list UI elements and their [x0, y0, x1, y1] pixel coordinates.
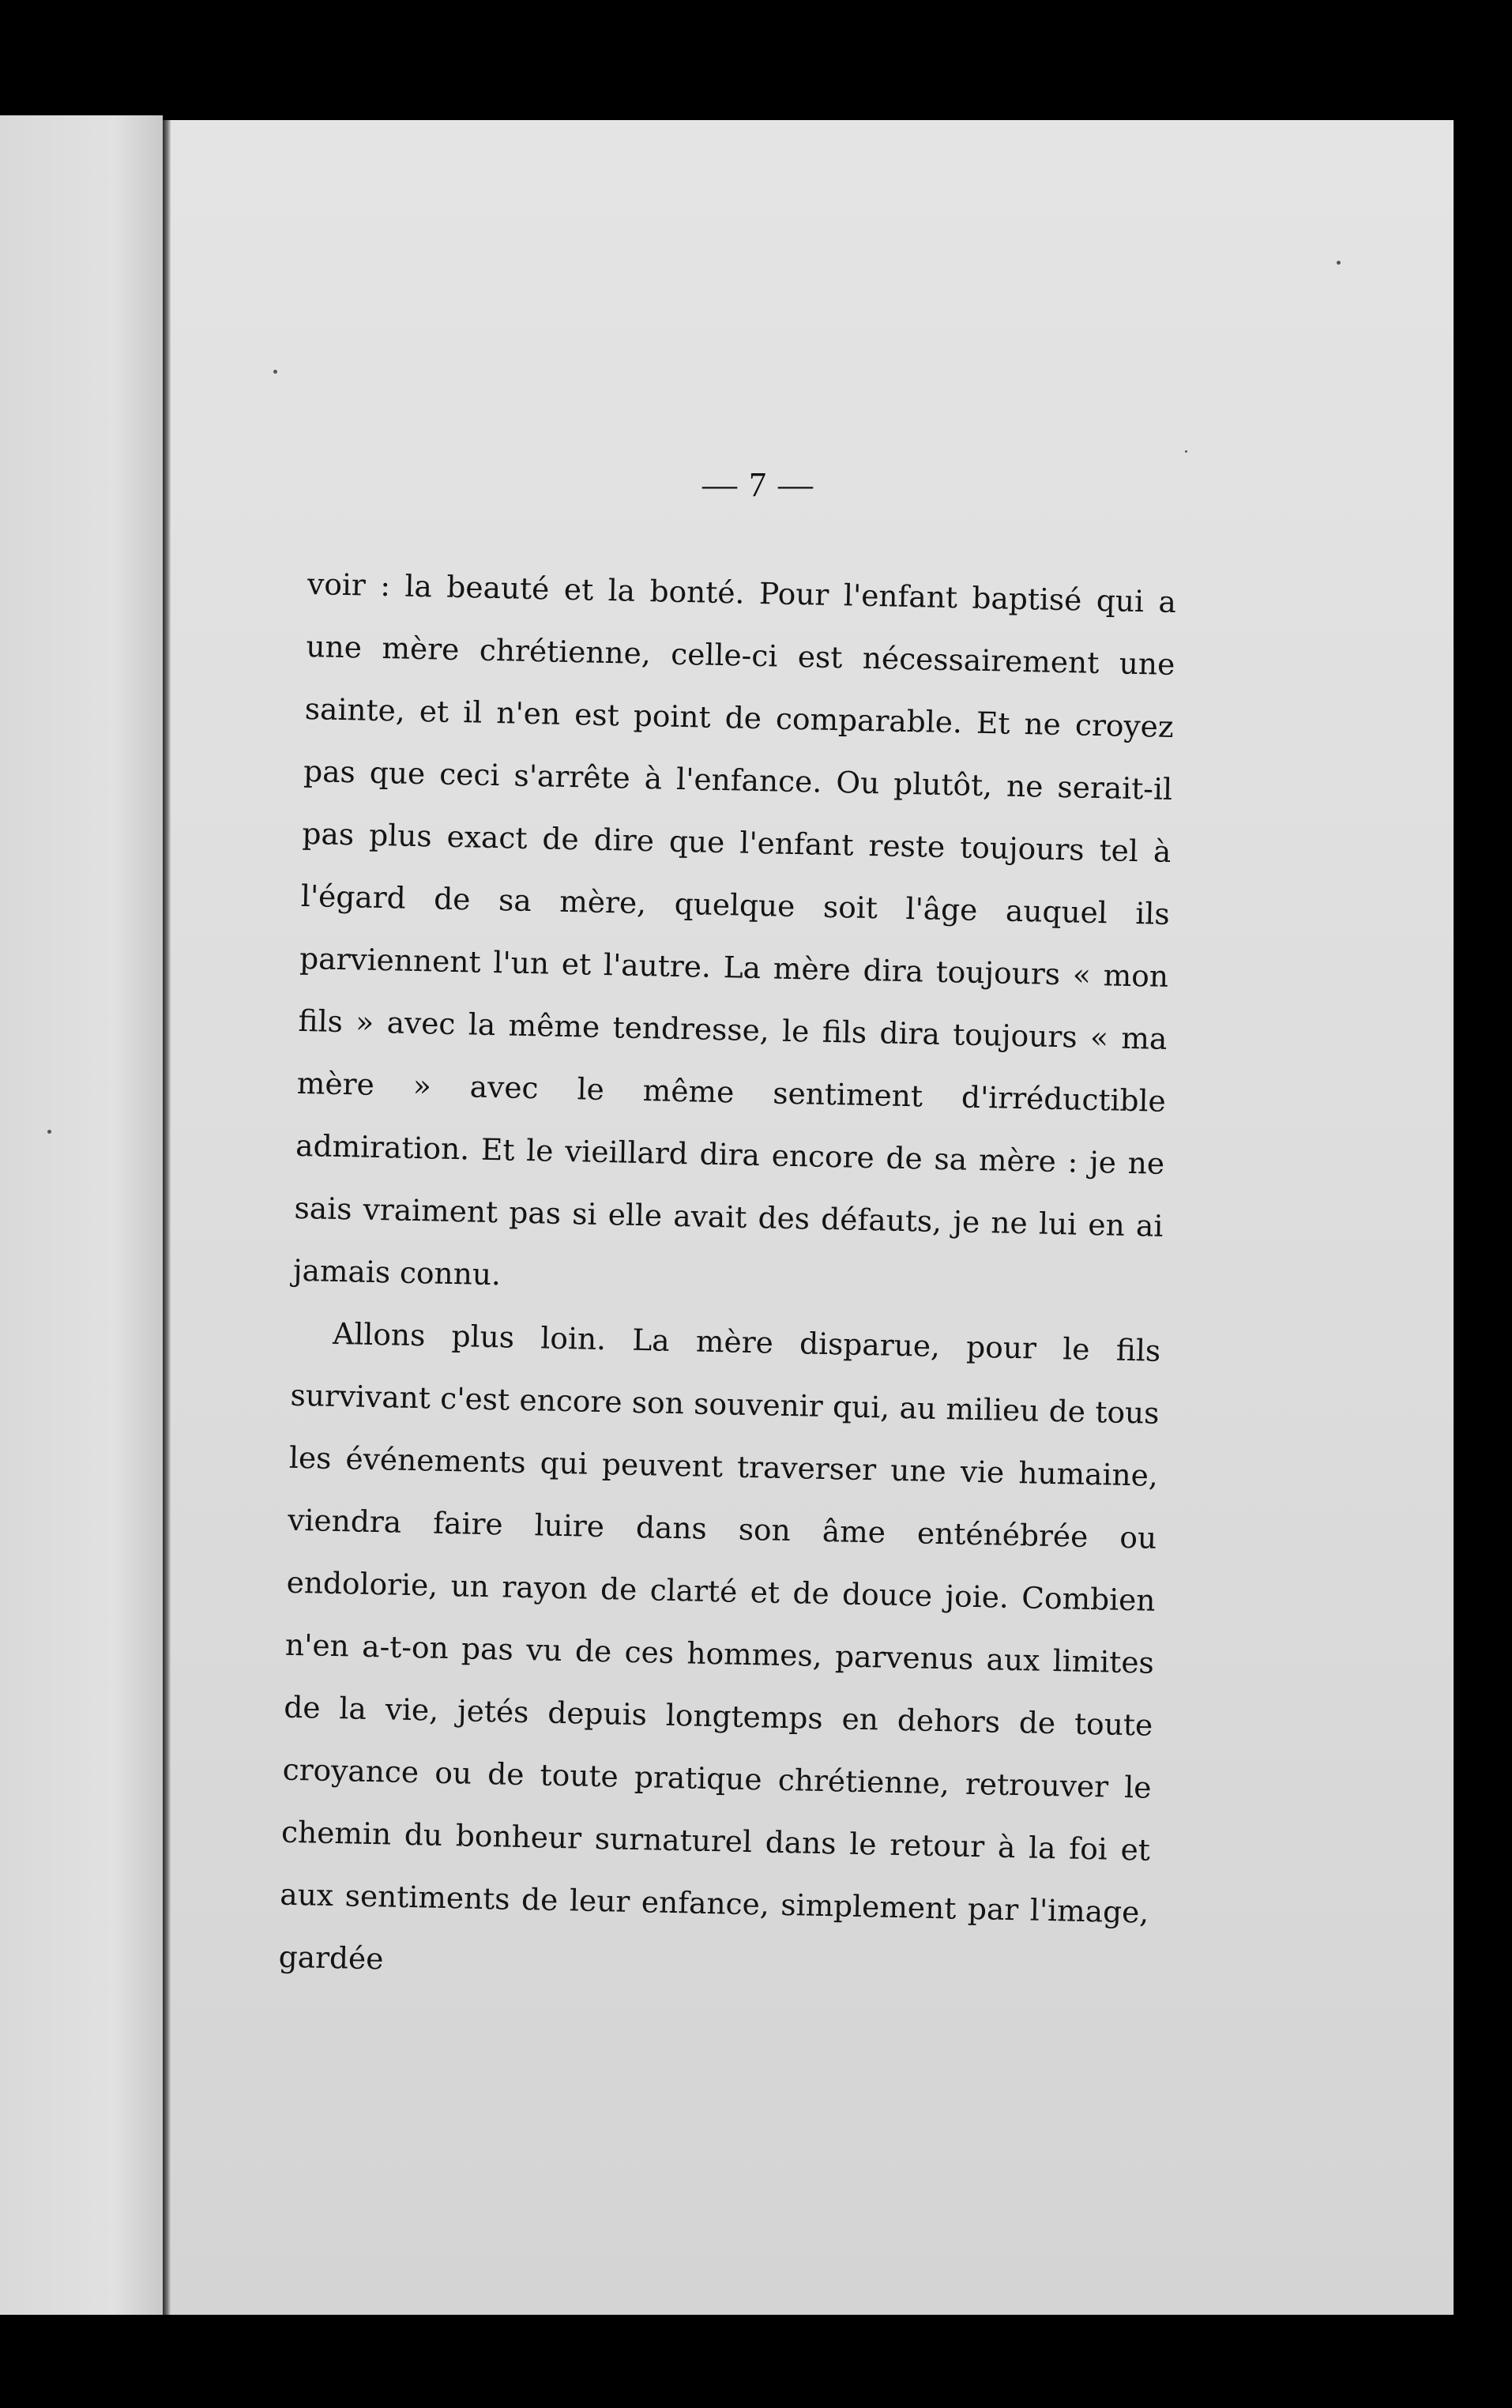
scan-border-right	[1454, 0, 1512, 2408]
dust-speck	[47, 1130, 51, 1134]
scan-border-bottom	[0, 2315, 1512, 2408]
paragraph: Allons plus loin. La mère disparue, pour le fils survivant c'est encore son souvenir qui, au milieu de tous les événements qui peuvent traverser une vie humaine, viendra faire luire dans son âme enténébrée ou endolorie, un rayon de clarté et de douce joie. Combien n'en a-t-on pas vu de ces hommes, parvenus aux limites de la vie, jetés depuis longtemps en dehors de toute croyance ou de toute pratique chrétienne, retrouver le chemin du bonheur surnaturel dans le retour à la foi et aux sentiments de leur enfance, simplement par l'image, gardée	[278, 1315, 1161, 1977]
page-number: — 7 —	[702, 465, 814, 504]
dust-speck	[273, 370, 277, 374]
dust-speck	[1337, 261, 1341, 265]
page-fold-edge	[163, 120, 171, 2332]
paragraph: voir : la beauté et la bonté. Pour l'enfant baptisé qui a une mère chrétienne, celle-ci est nécessairement une sainte, et il n'en est point de comparable. Et ne croyez pas que ceci s'arrête à l'enfance. Ou plutôt, ne serait-il pas plus exact de dire que l'enfant reste toujours tel à l'égard de sa mère, quelque soit l'âge auquel ils parviennent l'un et l'autre. La mère dira toujours « mon fils » avec la même tendresse, le fils dira toujours « ma mère » avec le même sentiment d'irréductible admiration. Et le vieillard dira encore de sa mère : je ne sais vraiment pas si elle avait des défauts, je ne lui en ai jamais connu.	[292, 566, 1177, 1292]
facing-page-strip	[0, 115, 163, 2335]
body-text	[278, 553, 1177, 2007]
dust-speck	[1185, 450, 1187, 453]
